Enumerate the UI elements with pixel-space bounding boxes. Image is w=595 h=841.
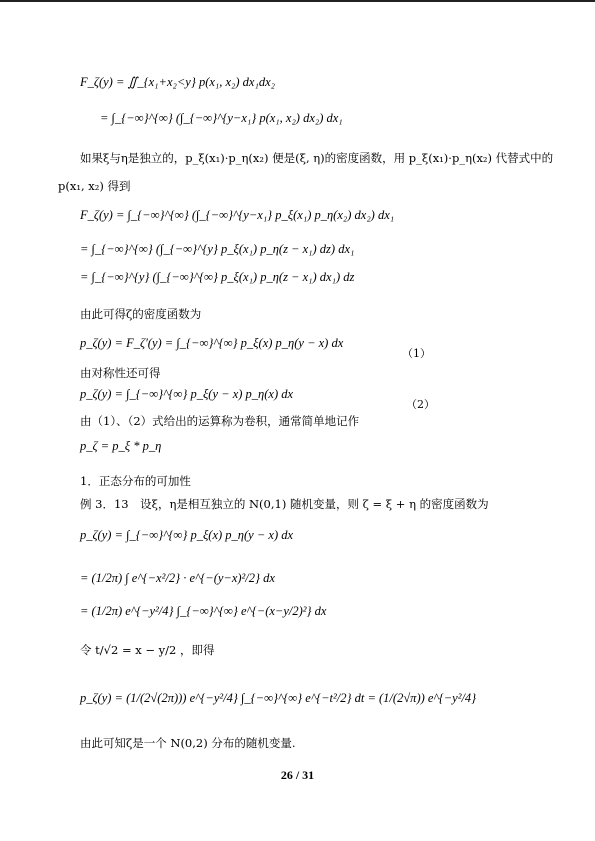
- text-line: 由对称性还可得: [80, 366, 161, 380]
- text-line: 令 t/√2 = x − y/2 ，即得: [80, 643, 215, 657]
- equation-line: = ∫_{−∞}^{∞} (∫_{−∞}^{y−x₁} p(x₁, x₂) dx₂) dx₁: [100, 111, 343, 125]
- equation-line: = (1/2π) e^{−y²/4} ∫_{−∞}^{∞} e^{−(x−y/2)²} dx: [80, 604, 327, 618]
- equation-line: F_ζ(y) = ∫_{−∞}^{∞} (∫_{−∞}^{y−x₁} p_ξ(x₁) p_η(x₂) dx₂) dx₁: [80, 208, 395, 222]
- equation-line: p_ζ(y) = ∫_{−∞}^{∞} p_ξ(x) p_η(y − x) dx: [80, 528, 294, 542]
- equation-line: p_ζ(y) = F_ζ′(y) = ∫_{−∞}^{∞} p_ξ(x) p_η(y − x) dx: [80, 336, 344, 350]
- text-line: p(x₁, x₂) 得到: [58, 179, 131, 193]
- text-line: 1．正态分布的可加性: [80, 474, 191, 488]
- text-line: 由此可得ζ的密度函数为: [80, 307, 202, 321]
- text-line: 例 3．13 设ξ，η是相互独立的 N(0,1) 随机变量，则 ζ = ξ + η 的密度函数为: [80, 497, 489, 511]
- text-line: 如果ξ与η是独立的，p_ξ(x₁)·p_η(x₂) 便是(ξ, η)的密度函数，用 p_ξ(x₁)·p_η(x₂) 代替式中的: [80, 151, 554, 165]
- equation-line: F_ζ(y) = ∬_{x₁+x₂<y} p(x₁, x₂) dx₁dx₂: [80, 75, 275, 89]
- text-line: 由（1）、（2）式给出的运算称为卷积，通常简单地记作: [80, 414, 360, 428]
- page-number: 26 / 31: [280, 768, 315, 782]
- equation-number: （1）: [402, 347, 431, 360]
- equation-line: = ∫_{−∞}^{y} (∫_{−∞}^{∞} p_ξ(x₁) p_η(z − x₁) dx₁) dz: [80, 270, 355, 284]
- equation-line: p_ζ(y) = (1/(2√(2π))) e^{−y²/4} ∫_{−∞}^{∞} e^{−t²/2} dt = (1/(2√π)) e^{−y²/4}: [80, 691, 477, 705]
- equation-number: （2）: [406, 398, 435, 411]
- top-rule: [0, 0, 595, 2]
- equation-line: p_ζ(y) = ∫_{−∞}^{∞} p_ξ(y − x) p_η(x) dx: [80, 387, 294, 401]
- equation-line: = ∫_{−∞}^{∞} (∫_{−∞}^{y} p_ξ(x₁) p_η(z − x₁) dz) dx₁: [80, 242, 355, 256]
- equation-line: = (1/2π) ∫ e^{−x²/2} · e^{−(y−x)²/2} dx: [80, 571, 275, 585]
- text-line: 由此可知ζ是一个 N(0,2) 分布的随机变量.: [80, 736, 296, 750]
- equation-line: p_ζ = p_ξ * p_η: [80, 439, 162, 453]
